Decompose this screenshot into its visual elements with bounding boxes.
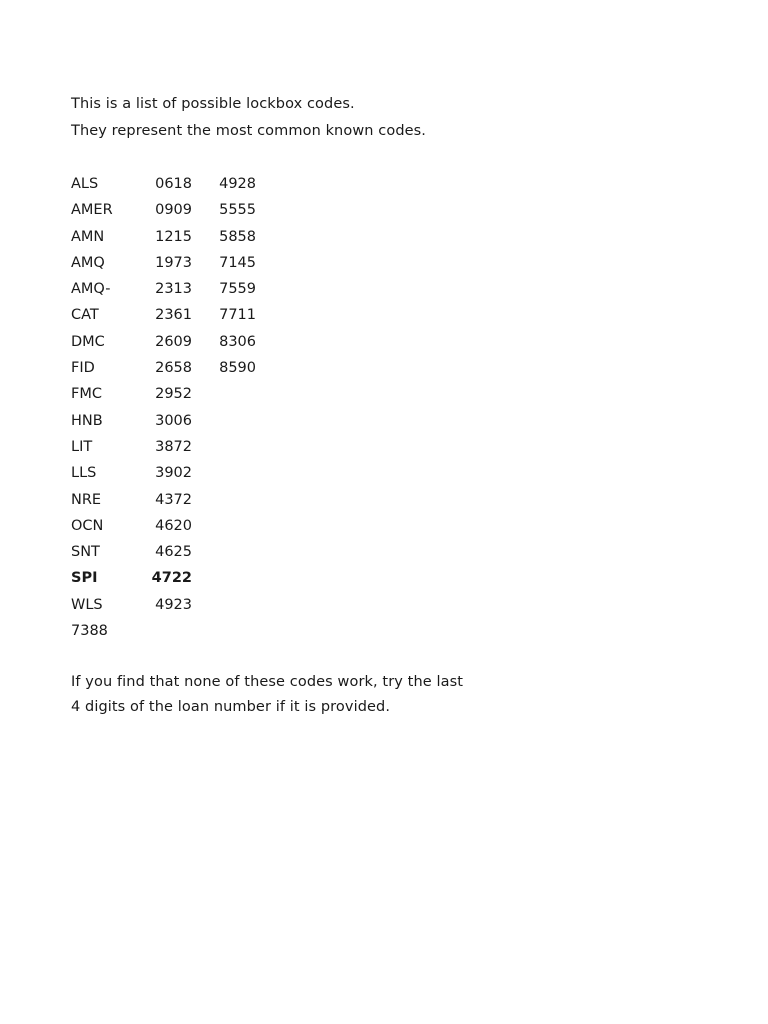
code-name: FMC [71,386,102,403]
code-number-primary: 2658 [155,360,192,377]
code-number-primary: 1973 [155,254,192,271]
code-number-secondary: 7559 [219,281,256,298]
code-number-primary: 4625 [155,544,192,561]
code-row [71,302,331,328]
code-number-primary: 0909 [155,202,192,219]
code-row [71,171,331,197]
code-number-primary: 1215 [155,228,192,245]
code-row [71,565,331,591]
code-row [71,513,331,539]
code-name: NRE [71,491,102,508]
code-row [71,197,331,223]
code-row [71,460,331,486]
code-name: OCN [71,517,104,534]
code-number-primary: 2361 [155,307,192,324]
code-row [71,224,331,250]
code-row [71,592,331,618]
code-number-primary: 3872 [155,438,192,455]
code-number-secondary: 7711 [219,307,256,324]
code-row [71,408,331,434]
code-name: FID [71,360,95,377]
code-name: DMC [71,333,105,350]
code-row [71,434,331,460]
code-number-primary: 3902 [155,465,192,482]
code-name: HNB [71,412,103,429]
code-row [71,250,331,276]
code-number-primary: 4722 [151,570,192,587]
code-number-primary: 2313 [155,281,192,298]
intro-line-2: They represent the most common known codes. [71,123,427,139]
code-name: WLS [71,596,103,613]
code-number-primary: 2609 [155,333,192,350]
code-number-secondary: 4928 [219,176,256,192]
code-row [71,276,331,302]
code-number-secondary: 8590 [219,360,256,377]
code-name: ALS [71,176,99,192]
code-number-primary: 4372 [155,491,192,508]
code-row [71,381,331,407]
code-name: LIT [71,438,93,455]
code-name: CAT [71,307,99,324]
code-name: SPI [71,570,98,587]
code-number-primary: 3006 [155,412,192,429]
footer-line-2: 4 digits of the loan number if it is provided. [71,699,391,715]
code-number-secondary: 7145 [219,254,256,271]
code-number-secondary: 5858 [219,228,256,245]
code-row [71,329,331,355]
code-name: 7388 [71,623,108,640]
code-number-primary: 4923 [155,596,192,613]
code-number-secondary: 8306 [219,333,256,350]
intro-line-1: This is a list of possible lockbox codes. [71,96,355,112]
code-name: LLS [71,465,97,482]
lockbox-code-list [71,171,331,644]
code-row [71,487,331,513]
code-number-primary: 4620 [155,517,192,534]
code-number-primary: 0618 [155,176,192,192]
code-row [71,355,331,381]
code-name: SNT [71,544,100,561]
code-row [71,539,331,565]
code-row [71,618,331,644]
code-name: AMQ [71,254,105,271]
code-number-secondary: 5555 [219,202,256,219]
code-number-primary: 2952 [155,386,192,403]
footer-line-1: If you find that none of these codes work, try the last [71,674,464,690]
code-name: AMER [71,202,113,219]
code-name: AMN [71,228,105,245]
code-name: AMQ- [71,281,111,298]
